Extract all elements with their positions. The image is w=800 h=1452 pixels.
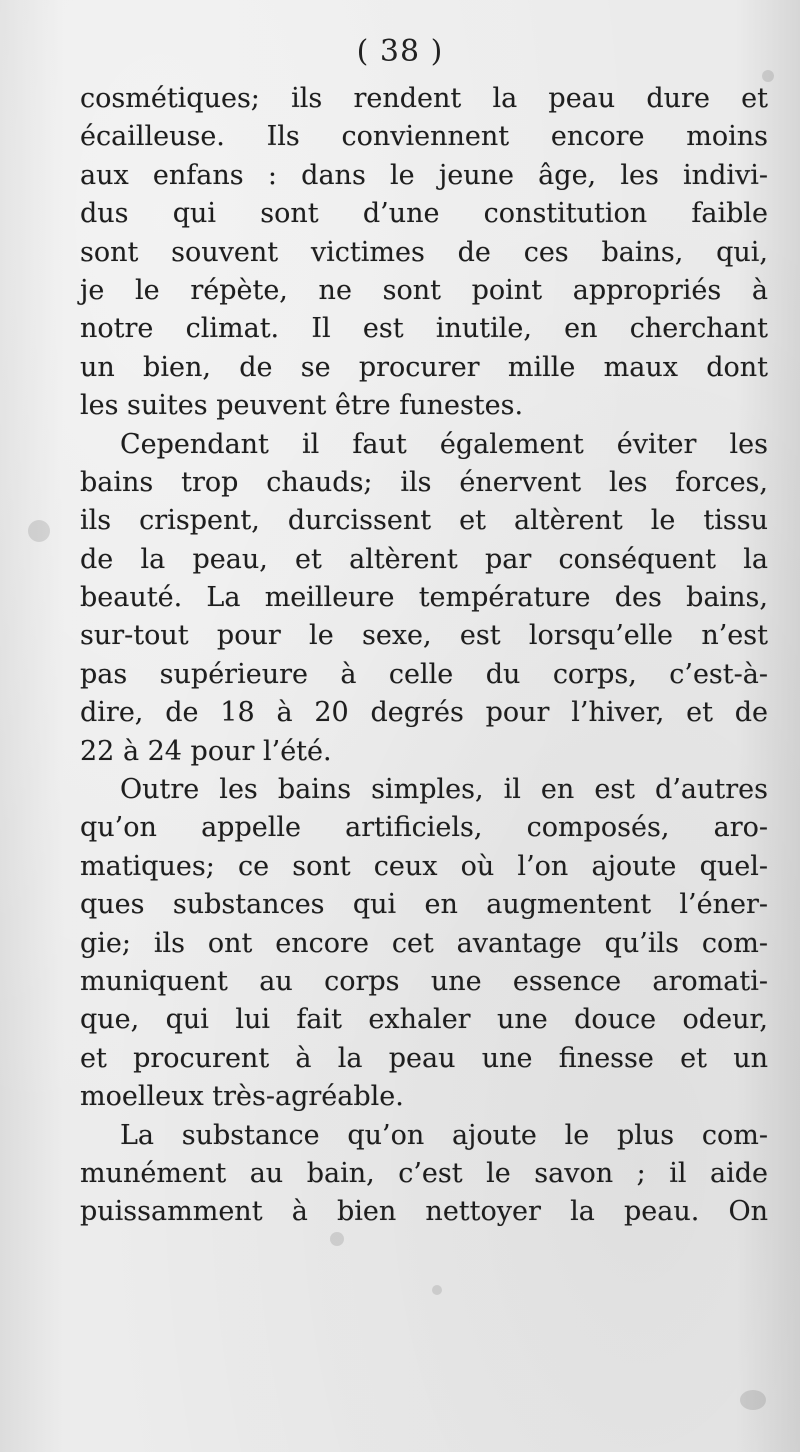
text-line: de la peau, et altèrent par conséquent la [80,543,768,575]
paper-speck [330,1232,344,1246]
text-line: sur-tout pour le sexe, est lorsqu’elle n’est [80,620,768,652]
text-line: pas supérieure à celle du corps, c’est-à- [80,658,768,690]
body-text [80,80,768,1232]
text-line: dus qui sont d’une constitution faible [80,198,768,230]
text-line: un bien, de se procurer mille maux dont [80,351,768,383]
paragraph-first-line: Cependant il faut également éviter les [120,428,768,460]
text-line: les suites peuvent être funestes. [80,390,524,422]
text-line: gie; ils ont encore cet avantage qu’ils com- [80,927,768,959]
paragraph-first-line: Outre les bains simples, il en est d’autres [120,774,768,806]
text-line: cosmétiques; ils rendent la peau dure et [80,83,768,114]
text-line: qu’on appelle artificiels, composés, aro- [80,812,768,844]
text-line: bains trop chauds; ils énervent les forces, [80,466,768,498]
paper-speck [740,1390,766,1410]
text-line: puissamment à bien nettoyer la peau. On [80,1196,768,1228]
text-line: ils crispent, durcissent et altèrent le tissu [80,505,768,537]
text-line: et procurent à la peau une finesse et un [80,1042,768,1074]
text-line: écailleuse. Ils conviennent encore moins [80,121,768,153]
text-line: sont souvent victimes de ces bains, qui, [80,236,768,268]
paragraph-first-line: La substance qu’on ajoute le plus com- [120,1119,768,1151]
text-line: moelleux très-agréable. [80,1081,404,1113]
text-line: notre climat. Il est inutile, en cherchant [80,313,768,345]
page-number: ( 38 ) [356,34,444,69]
paper-speck [432,1285,442,1295]
text-line: je le répète, ne sont point appropriés à [80,274,768,306]
text-line: munément au bain, c’est le savon ; il aide [80,1157,768,1189]
text-line: muniquent au corps une essence aromati- [80,965,768,997]
text-line: 22 à 24 pour l’été. [80,735,332,767]
text-line: beauté. La meilleure température des bains, [80,582,768,614]
text-line: dire, de 18 à 20 degrés pour l’hiver, et de [80,697,768,729]
text-line: ques substances qui en augmentent l’éner- [80,889,768,921]
text-line: que, qui lui fait exhaler une douce odeur, [80,1004,768,1036]
text-line: aux enfans : dans le jeune âge, les indivi- [80,159,768,191]
paper-speck [28,520,50,542]
text-line: matiques; ce sont ceux où l’on ajoute quel- [80,850,768,882]
